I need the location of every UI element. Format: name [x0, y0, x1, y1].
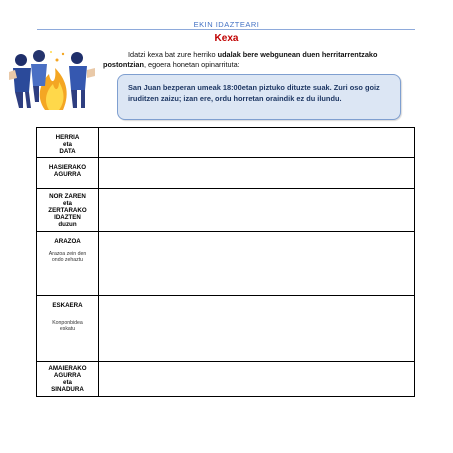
instructions-text: Idatzi kexa bat zure herriko udalak bere webgunean duen herritarrentzako postontzian, egoera honetan opinarrituta: [103, 50, 378, 69]
situation-callout [117, 74, 401, 120]
label-purpose: NOR ZAREN eta ZERTARAKO IDAZTEN duzun [48, 193, 87, 228]
label-town-date: HERRIA eta DATA [55, 134, 80, 155]
label-greeting: HASIERAKO AGURRA [48, 164, 87, 178]
letter-form-table [36, 127, 415, 397]
input-purpose[interactable] [99, 189, 415, 232]
hint-request: Konponbidea eskatu [52, 320, 83, 332]
form-row-greeting [37, 158, 415, 189]
hint-problem: Arazoa zein den ondo zehaztu [48, 251, 87, 263]
form-row-problem [37, 232, 415, 296]
label-problem: ARAZOA [54, 238, 81, 245]
bonfire-children-illustration-icon [5, 46, 97, 112]
form-row-town-date [37, 128, 415, 158]
label-request: ESKAERA [52, 302, 83, 309]
header-rule [37, 29, 415, 30]
input-closing[interactable] [99, 362, 415, 397]
doc-title: Kexa [214, 33, 239, 44]
form-row-purpose [37, 189, 415, 232]
label-closing: AMAIERAKO AGURRA eta SINADURA [48, 365, 87, 393]
input-request[interactable] [99, 296, 415, 362]
input-greeting[interactable] [99, 158, 415, 189]
situation-text: San Juan bezperan umeak 18:00etan piztuko dituzte suak. Zuri oso goiz iruditzen zaizu; izan ere, ordu horretan oraindik ez du ilundu. [128, 83, 380, 103]
input-town-date[interactable] [99, 128, 415, 158]
header-title: EKIN IDAZTEARI [193, 20, 260, 29]
form-row-request [37, 296, 415, 362]
form-row-closing [37, 362, 415, 397]
input-problem[interactable] [99, 232, 415, 296]
